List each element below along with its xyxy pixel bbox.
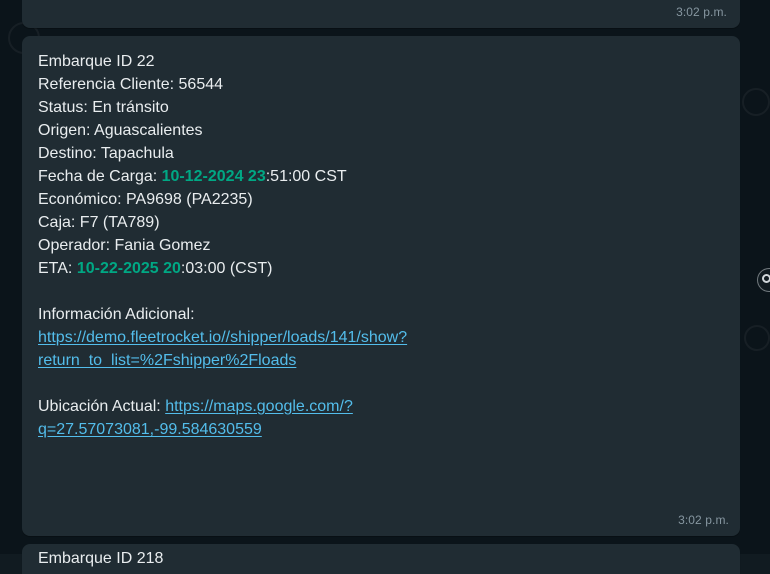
message-spacer [38, 372, 598, 395]
background-doodle-icon [742, 88, 770, 116]
shipment-message [22, 36, 740, 536]
operator-name: Operador: Fania Gomez [38, 237, 211, 254]
message-text [38, 50, 598, 441]
next-shipment-message [22, 544, 740, 574]
message-spacer [38, 280, 598, 303]
message-bubble-previous [22, 0, 740, 28]
eta-time: :03:00 (CST) [180, 260, 273, 277]
economic-number: Económico: PA9698 (PA2235) [38, 191, 253, 208]
additional-info-link[interactable]: https://demo.fleetrocket.io//shipper/loads/141/show? [38, 329, 408, 346]
additional-info-link-line[interactable] [38, 326, 598, 349]
eta-highlight: 10-22-2025 20 [76, 260, 181, 277]
load-date-time: :51:00 CST [265, 168, 347, 185]
load-date [38, 165, 598, 188]
shipment-status: Status: En tránsito [38, 99, 169, 116]
current-location-label: Ubicación Actual: [38, 398, 166, 415]
message-time: 3:02 p.m. [678, 513, 729, 527]
shipment-origin: Origen: Aguascalientes [38, 122, 203, 139]
eta-label: ETA: [38, 260, 77, 277]
current-location [38, 395, 598, 418]
additional-info-link-line[interactable] [38, 349, 598, 372]
load-date-label: Fecha de Carga: [38, 168, 162, 185]
additional-info-link[interactable]: return_to_list=%2Fshipper%2Floads [38, 352, 297, 369]
customer-reference: Referencia Cliente: 56544 [38, 76, 224, 93]
eta [38, 257, 598, 280]
shipment-title: Embarque ID 22 [38, 53, 155, 70]
additional-info-label: Información Adicional: [38, 306, 195, 323]
box-number: Caja: F7 (TA789) [38, 214, 160, 231]
current-location-link[interactable]: https://maps.google.com/? [165, 398, 353, 415]
load-date-highlight: 10-12-2024 23 [161, 168, 266, 185]
current-location-link[interactable]: q=27.57073081,-99.584630559 [38, 421, 262, 438]
message-time: 3:02 p.m. [676, 5, 727, 19]
current-location-link-line[interactable] [38, 418, 598, 441]
next-shipment-title: Embarque ID 218 [38, 550, 164, 567]
shipment-destination: Destino: Tapachula [38, 145, 174, 162]
background-doodle-icon [744, 325, 770, 351]
